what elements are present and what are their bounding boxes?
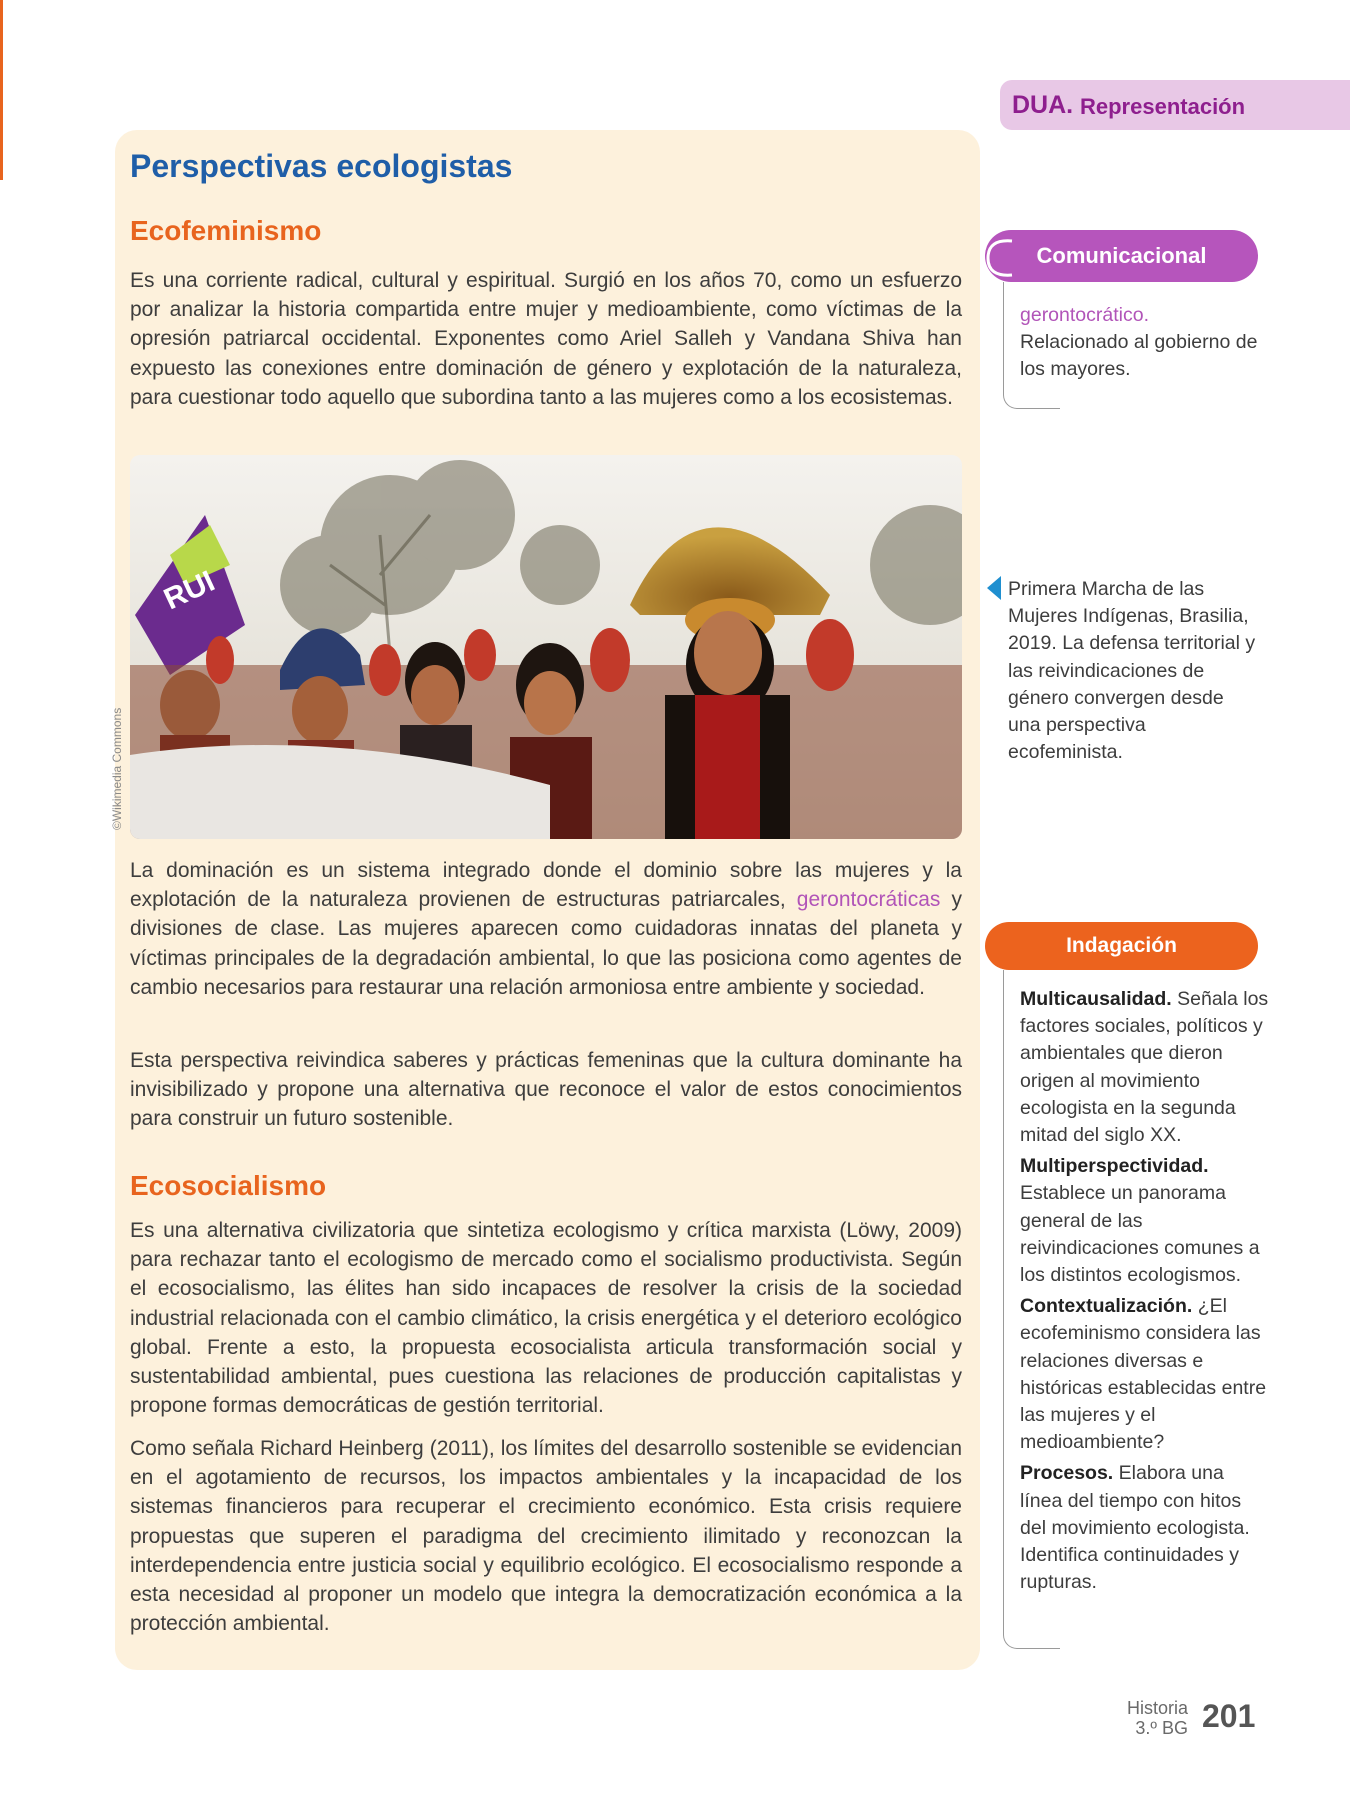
glossary-term-link[interactable]: gerontocráticas (796, 888, 941, 912)
indagacion-item (1020, 1153, 1270, 1289)
footer-subject-name: Historia (1126, 1698, 1188, 1718)
paragraph-dominacion-part2: y divisiones de clase. Las mujeres aparecen como cuidadoras innatas del planeta y víctimas principales de la degradación ambiental, lo que las posiciona como agentes de cambio necesarios para restaurar una relación armoniosa entre ambiente y sociedad. (130, 888, 962, 999)
paragraph-heinberg: Como señala Richard Heinberg (2011), los límites del desarrollo sostenible se evidencian en el agotamiento de recursos, los impactos ambientales y la incapacidad de los sistemas financieros para recuperar el crecimiento económico. Esta crisis requiere propuestas que superen el paradigma del crecimiento ilimitado y reconozcan la interdependencia entre justicia social y equilibrio ecológico. El ecosocialismo responde a esta necesidad al proponer un modelo que integra la democratización económica a la protección ambiental. (130, 1437, 962, 1636)
comunicacional-definition (1020, 302, 1270, 384)
indagacion-item-text: ¿El ecofeminismo considera las relaciones diversas e históricas establecidas entre las mujeres y el medioambiente? (1020, 1295, 1267, 1454)
indagacion-header (985, 922, 1258, 970)
caption-pointer-icon (987, 576, 1001, 600)
indagacion-list (1020, 986, 1270, 1600)
march-photo (130, 455, 962, 839)
indagacion-item-text: Elabora una línea del tiempo con hitos del movimiento ecologista. Identifica continuidades y rupturas. (1020, 1462, 1250, 1594)
paragraph-ecofeminismo-intro: Es una corriente radical, cultural y espiritual. Surgió en los años 70, como un esfuerzo por analizar la historia compartida entre mujer y medioambiente, como víctimas de la opresión patriarcal occidental. Exponentes como Ariel Salleh y Vandana Shiva han expuesto las conexiones entre dominación de género y explotación de la naturaleza, para cuestionar todo aquello que subordina tanto a las mujeres como a los ecosistemas. (130, 269, 962, 409)
indagacion-item (1020, 1460, 1270, 1596)
paragraph-dominacion-part1: La dominación es un sistema integrado donde el dominio sobre las mujeres y la explotación de la naturaleza provienen de estructuras patriarcales, (130, 859, 962, 912)
indagacion-item-label: Multicausalidad. (1020, 988, 1172, 1010)
speech-bubble-icon (982, 235, 1018, 281)
indagacion-item-label: Contextualización. (1020, 1295, 1193, 1318)
dua-value: Representación (1080, 94, 1246, 119)
paragraph-ecosocialismo-intro: Es una alternativa civilizatoria que sintetiza ecologismo y crítica marxista (Löwy, 2009) para rechazar tanto el ecologismo de mercado como el socialismo productivista. Según el ecosocialismo, las élites han sido incapaces de resolver la crisis de la sociedad industrial relacionada con el cambio climático, la crisis energética y el deterioro ecológico global. Frente a esto, la propuesta ecosocialista articula transformación social y sustentabilidad ambiental, pues cuestiona las relaciones de producción capitalistas y propone formas democráticas de gestión territorial. (130, 1219, 962, 1418)
dua-banner (1000, 80, 1350, 130)
flag-text: RUI (159, 564, 220, 617)
footer-grade: 3.º BG (1135, 1718, 1188, 1738)
indagacion-item-text: Señala los factores sociales, políticos y ambientales que dieron origen al movimiento ecologista en la segunda mitad del siglo XX. (1020, 988, 1269, 1147)
photo-caption: Primera Marcha de las Mujeres Indígenas, Brasilia, 2019. La defensa territorial y las reivindicaciones de género convergen desde una perspectiva ecofeminista. (1008, 578, 1256, 764)
glossary-term: gerontocrático. (1020, 304, 1149, 326)
footer-subject (1110, 1698, 1188, 1738)
indagacion-item-label: Procesos. (1020, 1462, 1114, 1485)
paragraph-dominacion (130, 856, 962, 1002)
indagacion-item (1020, 986, 1270, 1149)
section-title-ecofeminismo: Ecofeminismo (130, 215, 322, 246)
photo-credit: ©Wikimedia Commons (110, 707, 124, 830)
page-number: 201 (1202, 1698, 1256, 1734)
indagacion-item (1020, 1293, 1270, 1456)
indagacion-item-label: Multiperspectividad. (1020, 1155, 1209, 1178)
comunicacional-header (985, 230, 1258, 282)
left-edge-rule (0, 0, 3, 180)
paragraph-perspectiva: Esta perspectiva reivindica saberes y prácticas femeninas que la cultura dominante ha invisibilizado y propone una alternativa que reconoce el valor de estos conocimientos para construir un futuro sostenible. (130, 1049, 962, 1131)
glossary-definition: Relacionado al gobierno de los mayores. (1020, 331, 1258, 381)
indagacion-item-text: Establece un panorama general de las reivindicaciones comunes a los distintos ecologismos. (1020, 1182, 1260, 1287)
section-title-ecosocialismo: Ecosocialismo (130, 1170, 327, 1201)
dua-label: DUA. (1012, 91, 1074, 119)
march-photo-illustration (130, 455, 962, 839)
page-title: Perspectivas ecologistas (130, 148, 513, 184)
comunicacional-title: Comunicacional (1036, 243, 1207, 268)
indagacion-title: Indagación (1066, 934, 1177, 957)
